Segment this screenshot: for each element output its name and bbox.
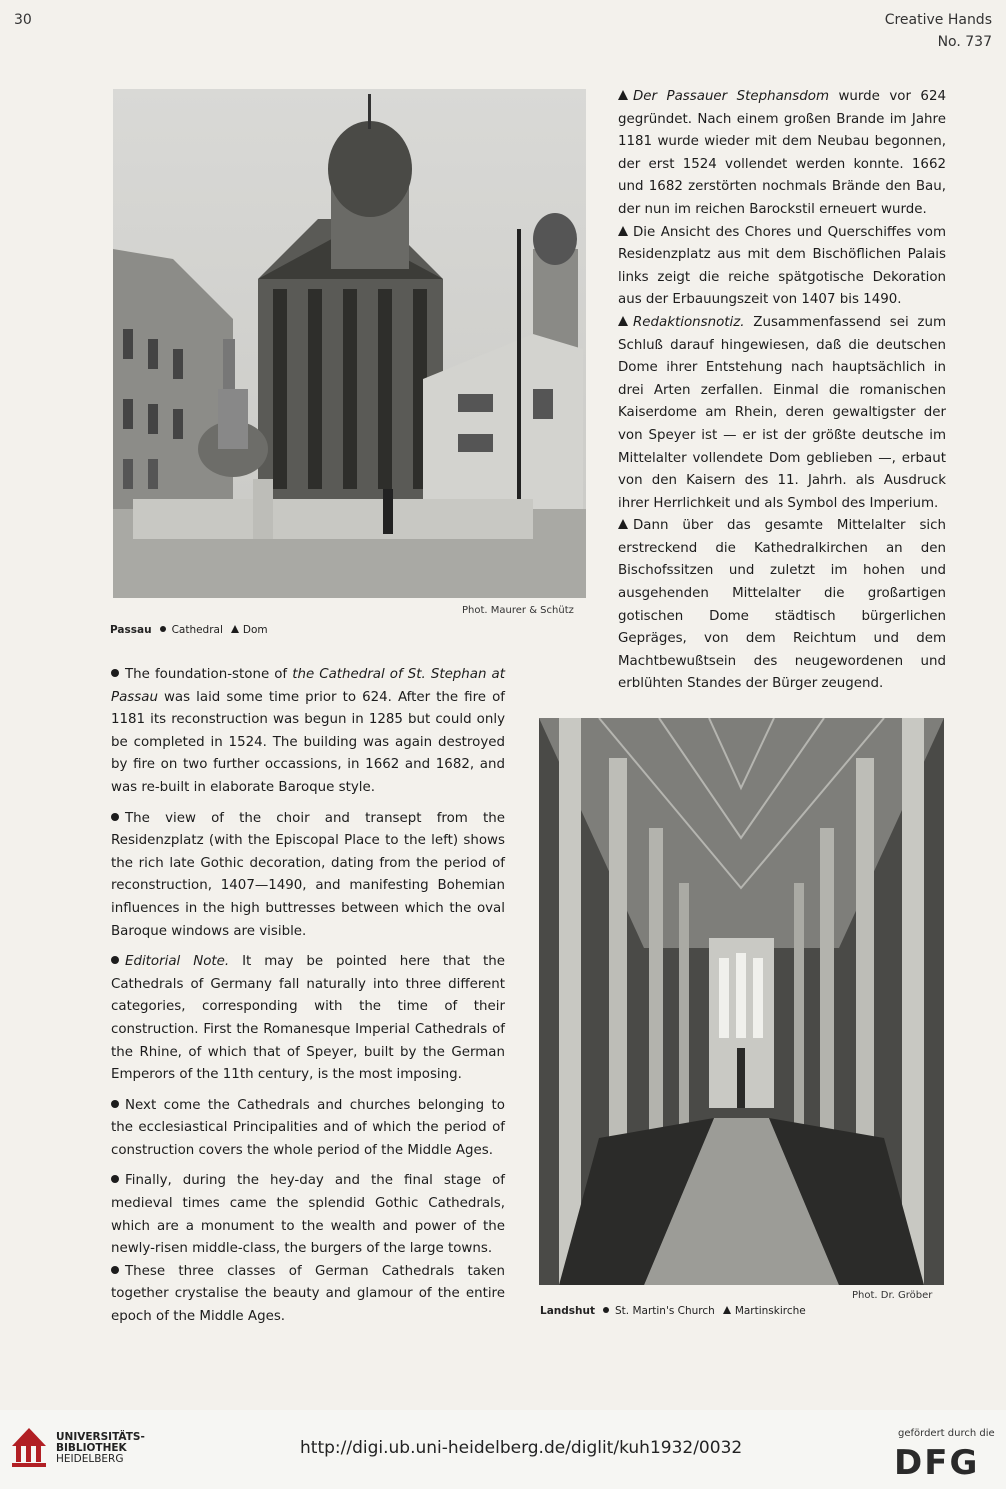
english-p6-text: These three classes of German Cathedrals taken together crystalise the beauty and glamour of the entire epoch of the Middle Ages.: [111, 1263, 505, 1325]
landshut-caption: [540, 1305, 806, 1317]
landshut-church-photo: [539, 718, 944, 1285]
german-p4-text: Dann über das gesamte Mittelalter sich erstreckend die Kathedralkirchen an den Bischofssitzen und zuletzt im hohen und ausgehenden Mittelalter die großartigen gotischen Dome städtisch bürgerlichen Gepräges, von dem Reichtum und dem Machtbewußtsein des neugewordenen und erblühten Standes der Bürger zeugend.: [618, 518, 946, 692]
bullet-icon: [160, 626, 166, 632]
german-text-column: [618, 86, 946, 696]
triangle-icon: [618, 90, 628, 100]
passau-caption-place: Passau: [110, 624, 152, 636]
english-p1-text-a: The foundation-stone of: [125, 667, 293, 682]
german-p1-text: wurde vor 624 gegründet. Nach einem großen Brande im Jahre 1181 wurde wieder mit dem Neubau begonnen, der erst 1524 vollendet werden konnte. 1662 und 1682 zerstörten nochmals Brände den Bau, der nun im reichen Barockstil erneuert wurde.: [618, 89, 946, 217]
library-line-2: BIBLIOTHEK: [56, 1442, 127, 1454]
english-paragraph-3: [111, 951, 505, 1087]
german-paragraph-1: [618, 86, 946, 222]
english-paragraph-2: [111, 808, 505, 944]
triangle-icon: [231, 625, 239, 633]
passau-caption-en: Cathedral: [171, 624, 223, 636]
german-paragraph-4: [618, 515, 946, 696]
english-text-column: [111, 664, 505, 1337]
university-library-name: [56, 1432, 145, 1465]
english-p3-italic: Editorial Note.: [125, 954, 230, 970]
funding-note: gefördert durch die: [898, 1428, 995, 1439]
english-p3-text: It may be pointed here that the Cathedrals of Germany fall naturally into three different categories, corresponding with the time of their construction. First the Romanesque Imperial Cathedrals of the Rhine, of which that of Speyer, built by the German Emperors of the 11th century, is the most imposing.: [111, 954, 506, 1083]
english-paragraph-6: [111, 1261, 505, 1329]
bullet-icon: [111, 1100, 119, 1108]
page-number: 30: [14, 12, 32, 28]
english-p1-italic: the Cathedral of St. Stephan at Passau: [111, 667, 506, 705]
passau-caption-de: Dom: [242, 624, 268, 636]
german-paragraph-2: [618, 222, 946, 312]
landshut-caption-place: Landshut: [540, 1305, 595, 1317]
landshut-caption-en: St. Martin's Church: [615, 1305, 715, 1317]
bullet-icon: [111, 813, 119, 821]
english-paragraph-5: [111, 1170, 505, 1260]
library-line-3: HEIDELBERG: [56, 1453, 124, 1465]
english-paragraph-1: [111, 664, 505, 800]
library-line-1: UNIVERSITÄTS-: [56, 1431, 145, 1443]
german-p1-italic: Der Passauer Stephansdom: [633, 89, 830, 104]
journal-title: Creative Hands: [884, 12, 992, 28]
english-p2-text: The view of the choir and transept from the Residenzplatz (with the Episcopal Place to the left) shows the rich late Gothic decoration, dating from the period of reconstruction, 1407—1490, and manifesting Bohemian influences in the high buttresses between which the oval Baroque windows are visible.: [111, 810, 505, 939]
bullet-icon: [111, 956, 119, 964]
german-paragraph-3: [618, 312, 946, 515]
english-paragraph-4: [111, 1095, 505, 1163]
german-p3-italic: Redaktionsnotiz.: [633, 314, 745, 330]
english-p1-text: was laid some time prior to 624. After the fire of 1181 its reconstruction was begun in 1285 but could only be completed in 1524. The building was again destroyed by fire on two further occassions, in 1662 and 1682, and was re-built in elaborate Baroque style.: [111, 689, 505, 795]
german-p3-text: Zusammenfassend sei zum Schluß darauf hingewiesen, daß die deutschen Dome ihrer Entstehung nach hauptsächlich in drei Arten zerfallen. Einmal die romanischen Kaiserdome am Rhein, deren gewaltigster der von Speyer ist — er ist der größte deutsche im Mittelalter vollendete Dom geblieben —, erbaut von den Kaisern des 11. Jahrh. als Ausdruck ihrer Herrlichkeit und als Symbol des Imperium.: [618, 314, 946, 511]
permalink-url[interactable]: http://digi.ub.uni-heidelberg.de/diglit/kuh1932/0032: [300, 1438, 743, 1458]
bullet-icon: [111, 1175, 119, 1183]
triangle-icon: [618, 316, 628, 326]
issue-number: No. 737: [937, 34, 992, 50]
bullet-icon: [111, 669, 119, 677]
passau-photo-credit: Phot. Maurer & Schütz: [462, 605, 574, 616]
triangle-icon: [723, 1306, 731, 1314]
bullet-icon: [111, 1266, 119, 1274]
bullet-icon: [603, 1307, 609, 1313]
university-library-logo: [8, 1424, 50, 1470]
triangle-icon: [618, 519, 628, 529]
landshut-caption-de: Martinskirche: [734, 1305, 806, 1317]
dfg-logo: DFG: [894, 1443, 980, 1483]
landshut-photo-credit: Phot. Dr. Gröber: [852, 1290, 933, 1301]
passau-cathedral-photo: [113, 89, 586, 598]
passau-caption: [110, 624, 268, 636]
german-p2-text: Die Ansicht des Chores und Querschiffes vom Residenzplatz aus mit dem Bischöflichen Palais links zeigt die reiche spätgotische Dekoration aus der Erbauungszeit von 1407 bis 1490.: [618, 224, 946, 308]
english-p5-text: Finally, during the hey-day and the final stage of medieval times came the splendid Gothic Cathedrals, which are a monument to the wealth and power of the newly-risen middle-class, the burgers of the large towns.: [111, 1173, 505, 1257]
triangle-icon: [618, 226, 628, 236]
english-p4-text: Next come the Cathedrals and churches belonging to the ecclesiastical Principalities and of which the period of construction covers the whole period of the Middle Ages.: [111, 1097, 505, 1158]
